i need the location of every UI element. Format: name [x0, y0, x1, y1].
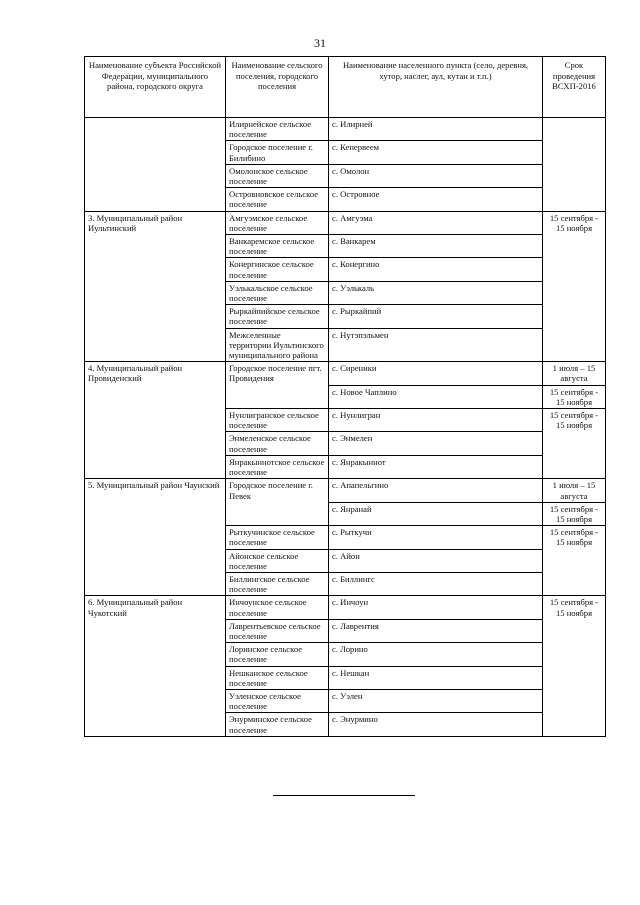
locality-cell: с. Айон: [329, 549, 543, 572]
settlement-cell: Биллингское сельское поселение: [226, 572, 329, 595]
settlement-cell: Лаврентьевское сельское поселение: [226, 619, 329, 642]
header-settlement: Наименование сельского поселения, городского поселения: [226, 57, 329, 118]
footer-divider-line: [273, 795, 415, 796]
settlement-cell: Омолонское сельское поселение: [226, 164, 329, 187]
municipality-cell: 3. Муниципальный район Иультинский: [85, 211, 226, 362]
header-municipality: Наименование субъекта Российской Федерации, муниципального района, городского округа: [85, 57, 226, 118]
locality-cell: с. Нунлигран: [329, 409, 543, 432]
census-schedule-table: [84, 56, 606, 737]
header-date: Срок проведения ВСХП-2016: [543, 57, 606, 118]
settlement-cell: Городское поселение г. Певек: [226, 479, 329, 526]
locality-cell: с. Илирней: [329, 118, 543, 141]
date-cell: 15 сентября - 15 ноября: [543, 211, 606, 362]
locality-cell: с. Энмелен: [329, 432, 543, 455]
locality-cell: с. Энурмино: [329, 713, 543, 736]
locality-cell: с. Янракыннот: [329, 455, 543, 478]
municipality-cell: [85, 118, 226, 212]
date-cell: 15 сентября - 15 ноября: [543, 385, 606, 408]
locality-cell: с. Амгуэма: [329, 211, 543, 234]
header-locality: Наименование населенного пункта (село, деревня, хутор, наслег, аул, кутан и т.п.): [329, 57, 543, 118]
locality-cell: с. Кепервеем: [329, 141, 543, 164]
locality-cell: с. Сиреники: [329, 362, 543, 385]
locality-cell: с. Биллингс: [329, 572, 543, 595]
locality-cell: с. Новое Чаплино: [329, 385, 543, 408]
date-cell: [543, 118, 606, 212]
settlement-cell: Уэлькальское сельское поселение: [226, 281, 329, 304]
settlement-cell: Инчоунское сельское поселение: [226, 596, 329, 619]
table-row: [85, 211, 606, 234]
date-cell: 15 сентября - 15 ноября: [543, 502, 606, 525]
settlement-cell: Рыткучинское сельское поселение: [226, 526, 329, 549]
locality-cell: с. Нутэпэльмен: [329, 328, 543, 362]
settlement-cell: Айонское сельское поселение: [226, 549, 329, 572]
municipality-cell: 6. Муниципальный район Чукотский: [85, 596, 226, 736]
settlement-cell: Амгуэмское сельское поселение: [226, 211, 329, 234]
settlement-cell: Городское поселение г. Билибино: [226, 141, 329, 164]
table-row: [85, 118, 606, 141]
date-cell: 15 сентября - 15 ноября: [543, 409, 606, 479]
settlement-cell: Межселенные территории Иультинского муниципального района: [226, 328, 329, 362]
locality-cell: с. Уэлен: [329, 689, 543, 712]
settlement-cell: Уэленское сельское поселение: [226, 689, 329, 712]
date-cell: 15 сентября - 15 ноября: [543, 596, 606, 736]
settlement-cell: Ванкаремское сельское поселение: [226, 235, 329, 258]
settlement-cell: Конергинское сельское поселение: [226, 258, 329, 281]
table-row: [85, 362, 606, 385]
locality-cell: с. Янранай: [329, 502, 543, 525]
municipality-cell: 4. Муниципальный район Провиденский: [85, 362, 226, 479]
locality-cell: с. Уэлькаль: [329, 281, 543, 304]
locality-cell: с. Островное: [329, 188, 543, 211]
settlement-cell: Энмеленское сельское поселение: [226, 432, 329, 455]
table-row: [85, 479, 606, 502]
settlement-cell: Нунлигранское сельское поселение: [226, 409, 329, 432]
settlement-cell: Янракыннотское сельское поселение: [226, 455, 329, 478]
date-cell: 1 июля – 15 августа: [543, 362, 606, 385]
locality-cell: с. Ванкарем: [329, 235, 543, 258]
table-header-row: [85, 57, 606, 118]
date-cell: 15 сентября - 15 ноября: [543, 526, 606, 596]
settlement-cell: Городское поселение пгт. Провидения: [226, 362, 329, 409]
locality-cell: с. Лорино: [329, 643, 543, 666]
settlement-cell: Лоринское сельское поселение: [226, 643, 329, 666]
page-number: 31: [314, 36, 326, 50]
date-cell: 1 июля – 15 августа: [543, 479, 606, 502]
settlement-cell: Энурминское сельское поселение: [226, 713, 329, 736]
settlement-cell: Илирнейское сельское поселение: [226, 118, 329, 141]
municipality-cell: 5. Муниципальный район Чаунский: [85, 479, 226, 596]
locality-cell: с. Нешкан: [329, 666, 543, 689]
locality-cell: с. Конергино: [329, 258, 543, 281]
table-row: [85, 596, 606, 619]
locality-cell: с. Апапельгино: [329, 479, 543, 502]
locality-cell: с. Рыткучи: [329, 526, 543, 549]
locality-cell: с. Рыркайпий: [329, 305, 543, 328]
locality-cell: с. Инчоун: [329, 596, 543, 619]
settlement-cell: Островновское сельское поселение: [226, 188, 329, 211]
settlement-cell: Нешканское сельское поселение: [226, 666, 329, 689]
locality-cell: с. Омолон: [329, 164, 543, 187]
settlement-cell: Рыркайпийское сельское поселение: [226, 305, 329, 328]
locality-cell: с. Лаврентия: [329, 619, 543, 642]
